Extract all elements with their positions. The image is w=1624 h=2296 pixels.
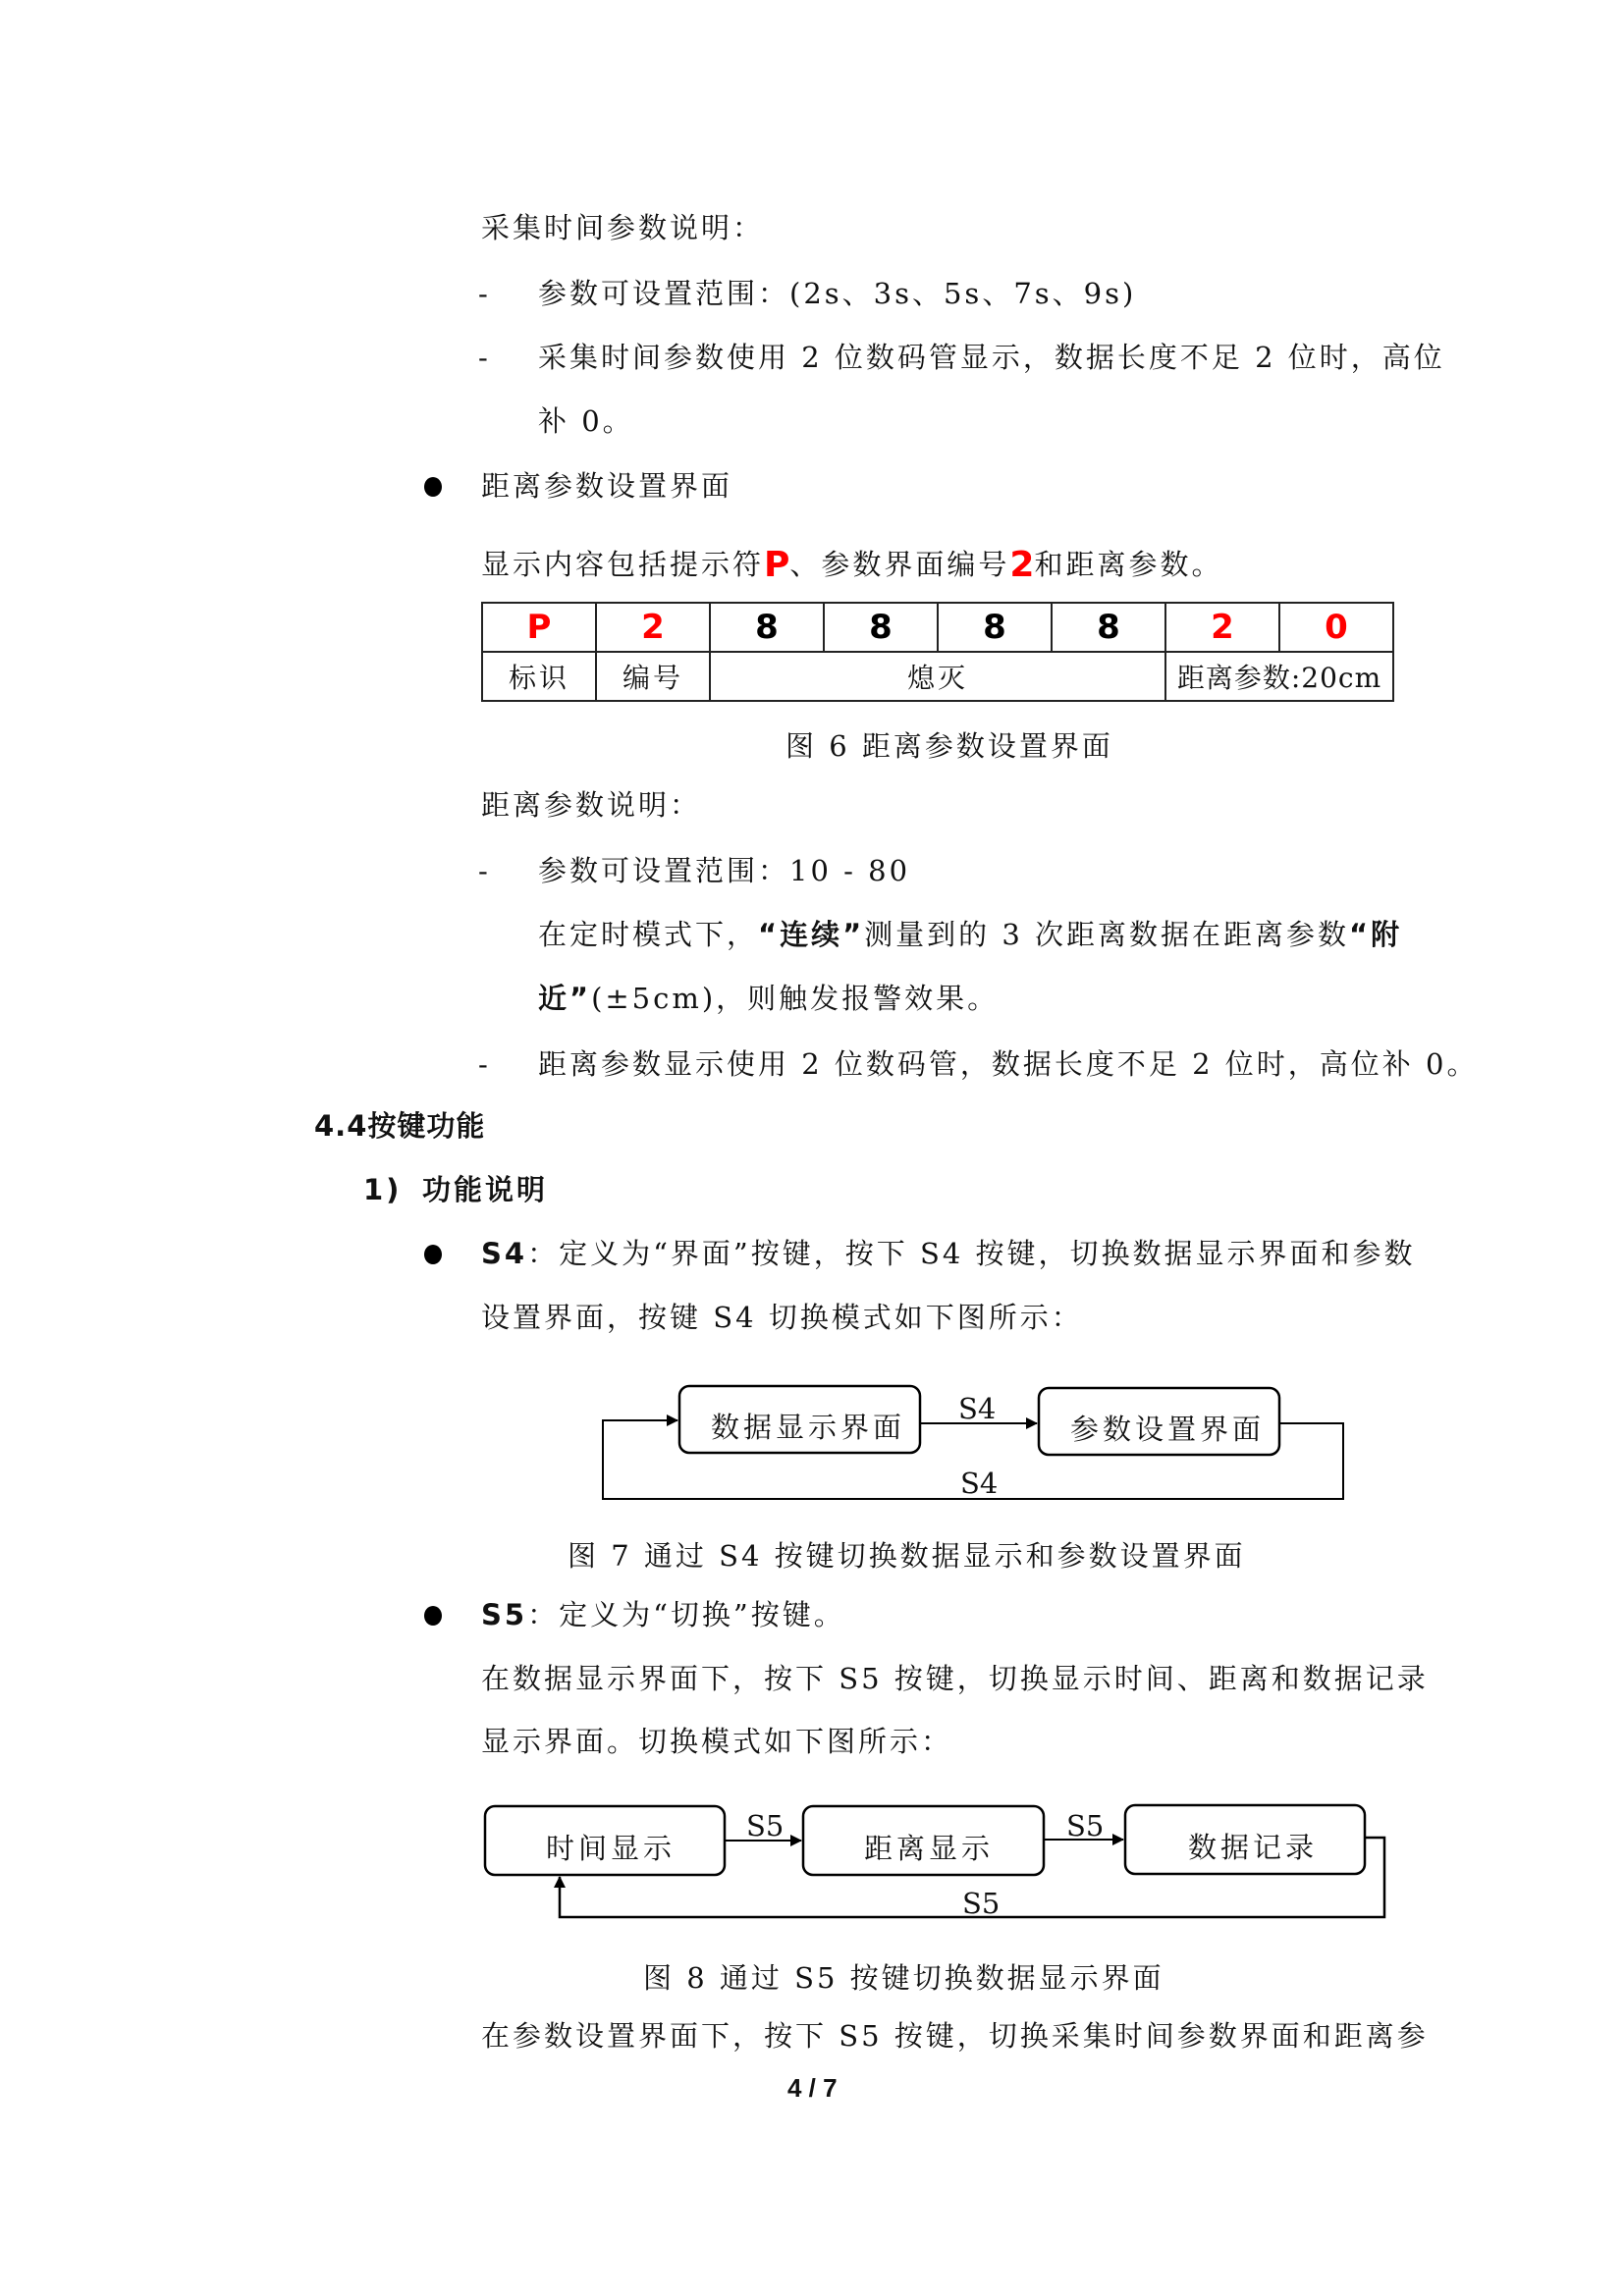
distance-display: 距离参数显示使用 2 位数码管，数据长度不足 2 位时，高位补 0。	[538, 1047, 1479, 1081]
bullet-icon	[424, 1606, 442, 1626]
digit-cell: 2	[1165, 603, 1279, 652]
page-number: 4 / 7	[787, 2073, 838, 2103]
digit-cell: 8	[710, 603, 824, 652]
s5-line2: 在数据显示界面下，按下 S5 按键，切换显示时间、距离和数据记录	[481, 1662, 1429, 1695]
rule-bold: “附	[1349, 918, 1403, 951]
two-symbol: 2	[1009, 545, 1035, 585]
label-off: 熄灭	[710, 652, 1165, 701]
figure-7-caption: 图 7 通过 S4 按键切换数据显示和参数设置界面	[568, 1539, 1246, 1573]
fig8-box-data-record: 数据记录	[1188, 1831, 1319, 1864]
s5-desc: ：定义为“切换”按键。	[527, 1598, 845, 1631]
digit-cell: 8	[938, 603, 1052, 652]
s4-desc: ：定义为“界面”按键，按下 S4 按键，切换数据显示界面和参数	[527, 1237, 1416, 1270]
fig8-arrow2-label: S5	[1066, 1809, 1105, 1842]
s4-line2: 设置界面，按键 S4 切换模式如下图所示：	[481, 1301, 1083, 1334]
s4-key-label: S4	[481, 1237, 528, 1270]
collect-time-range: 参数可设置范围：(2s、3s、5s、7s、9s)	[538, 277, 1137, 310]
fig7-return-label: S4	[960, 1467, 999, 1500]
collect-time-desc-title: 采集时间参数说明：	[481, 211, 765, 244]
intro-mid: 、参数界面编号	[789, 548, 1010, 581]
rule-text: (±5cm)，则触发报警效果。	[591, 982, 1000, 1015]
rule-bold: “连续”	[758, 918, 865, 951]
s5-line1	[481, 1598, 845, 1631]
intro-prefix: 显示内容包括提示符	[481, 548, 765, 581]
dash-marker: -	[478, 341, 488, 374]
s5-key-label: S5	[481, 1598, 528, 1631]
dash-marker: -	[478, 277, 488, 310]
digit-cell: 2	[596, 603, 710, 652]
digit-cell: 0	[1279, 603, 1393, 652]
figure-6-caption: 图 6 距离参数设置界面	[785, 729, 1113, 763]
subsection-number: 1)	[363, 1173, 403, 1206]
subsection-title: 功能说明	[422, 1173, 549, 1206]
fig7-box-param-setting: 参数设置界面	[1070, 1413, 1266, 1446]
fig8-box-distance-display: 距离显示	[864, 1832, 995, 1865]
digit-cell: 8	[824, 603, 938, 652]
label-distance-param: 距离参数:20cm	[1165, 652, 1393, 701]
dash-marker: -	[478, 1047, 488, 1081]
trailing-paragraph: 在参数设置界面下，按下 S5 按键，切换采集时间参数界面和距离参	[481, 2019, 1429, 2053]
dash-marker: -	[478, 854, 488, 887]
collect-time-display: 采集时间参数使用 2 位数码管显示，数据长度不足 2 位时，高位	[538, 341, 1445, 374]
fig8-box-time-display: 时间显示	[546, 1832, 677, 1865]
p-symbol: P	[764, 545, 790, 585]
fig8-arrow1-label: S5	[746, 1809, 785, 1842]
figure-8-caption: 图 8 通过 S5 按键切换数据显示界面	[643, 1961, 1164, 1995]
fig7-box-data-display: 数据显示界面	[711, 1411, 906, 1444]
fig7-arrow-label: S4	[958, 1392, 997, 1425]
fig8-return-label: S5	[962, 1887, 1001, 1920]
intro-suffix: 和距离参数。	[1034, 548, 1223, 581]
distance-setting-title: 距离参数设置界面	[481, 469, 733, 503]
section-heading-4-4: 4.4按键功能	[314, 1109, 486, 1143]
distance-desc-title: 距离参数说明：	[481, 788, 702, 822]
digit-cell: 8	[1052, 603, 1165, 652]
label-id: 标识	[482, 652, 596, 701]
rule-text: 在定时模式下，	[538, 918, 759, 951]
rule-text: 测量到的 3 次距离数据在距离参数	[864, 918, 1350, 951]
collect-time-display-cont: 补 0。	[538, 404, 634, 438]
distance-range: 参数可设置范围：10 - 80	[538, 854, 911, 887]
label-number: 编号	[596, 652, 710, 701]
s5-line3: 显示界面。切换模式如下图所示：	[481, 1725, 953, 1758]
rule-bold: 近”	[538, 982, 592, 1015]
digit-cell: P	[482, 603, 596, 652]
